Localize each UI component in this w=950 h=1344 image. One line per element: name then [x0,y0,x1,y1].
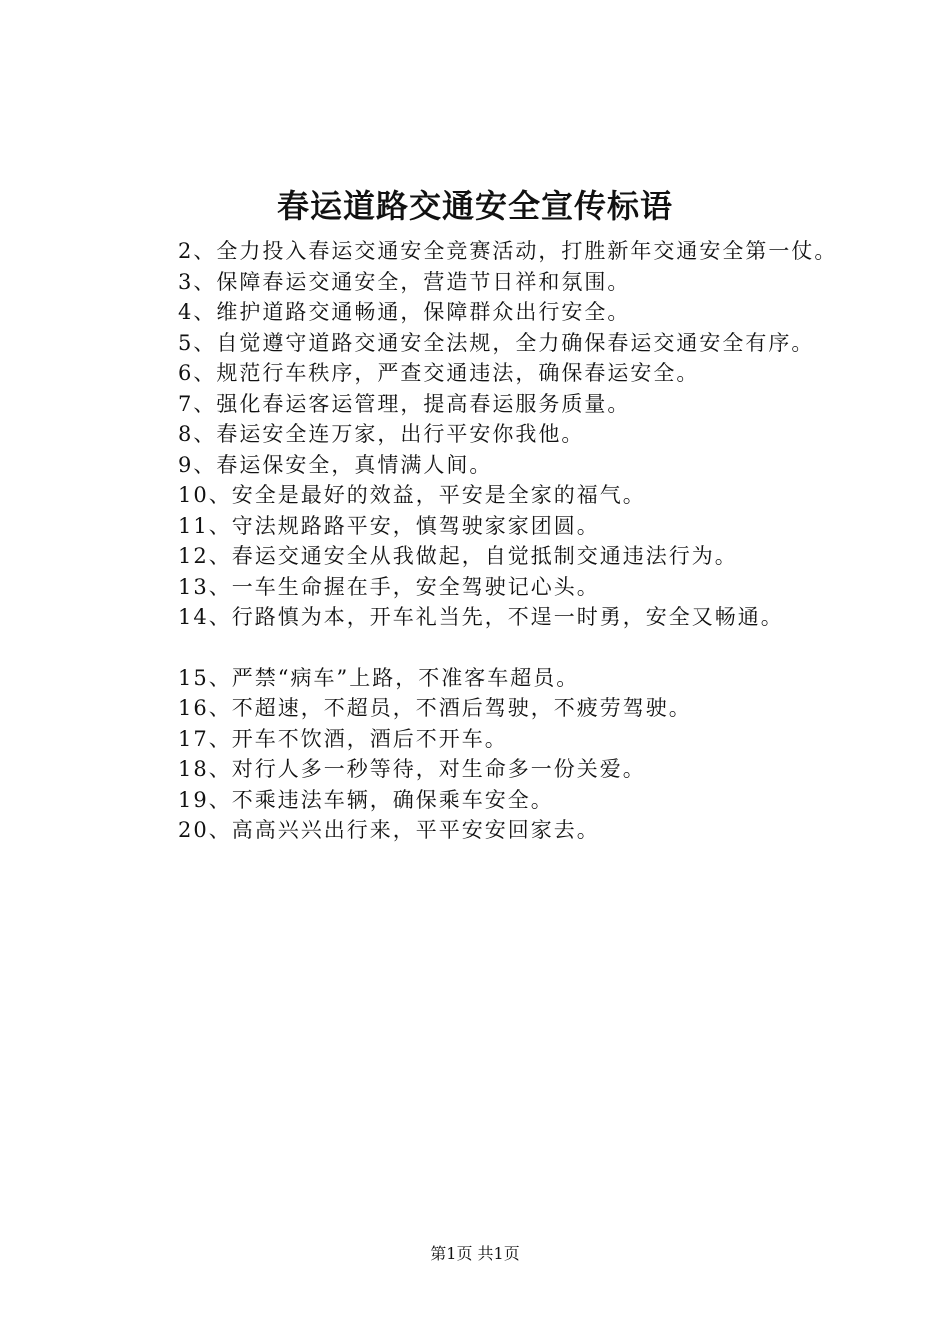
list-item: 2、全力投入春运交通安全竞赛活动，打胜新年交通安全第一仗。 [178,239,838,263]
page-title: 春运道路交通安全宣传标语 [276,187,673,225]
list-item: 10、安全是最好的效益，平安是全家的福气。 [178,483,646,507]
list-item: 19、不乘违法车辆，确保乘车安全。 [178,787,554,812]
list-item: 12、春运交通安全从我做起，自觉抵制交通违法行为。 [178,544,738,568]
slogan-list [128,236,838,846]
list-item: 20、高高兴兴出行来，平平安安回家去。 [178,818,600,842]
list-item: 13、一车生命握在手，安全驾驶记心头。 [178,574,600,599]
list-item: 11、守法规路路平安，慎驾驶家家团圆。 [178,513,600,538]
list-item: 14、行路慎为本，开车礼当先，不逞一时勇，安全又畅通。 [178,605,784,629]
list-item: 18、对行人多一秒等待，对生命多一份关爱。 [178,757,646,781]
list-item: 16、不超速，不超员，不酒后驾驶，不疲劳驾驶。 [178,696,692,720]
list-item: 9、春运保安全，真情满人间。 [178,452,493,477]
list-item: 7、强化春运客运管理，提高春运服务质量。 [178,391,631,416]
list-item: 6、规范行车秩序，严查交通违法，确保春运安全。 [178,361,700,385]
list-item: 3、保障春运交通安全，营造节日祥和氛围。 [178,269,631,294]
list-item: 4、维护道路交通畅通，保障群众出行安全。 [178,300,631,324]
list-item: 5、自觉遵守道路交通安全法规，全力确保春运交通安全有序。 [178,330,815,355]
page-footer: 第1页 共1页 [430,1244,520,1263]
list-item: 15、严禁“病车”上路，不准客车超员。 [178,665,580,690]
list-item: 8、春运安全连万家，出行平安你我他。 [178,422,585,446]
list-item: 17、开车不饮酒，酒后不开车。 [178,726,508,751]
